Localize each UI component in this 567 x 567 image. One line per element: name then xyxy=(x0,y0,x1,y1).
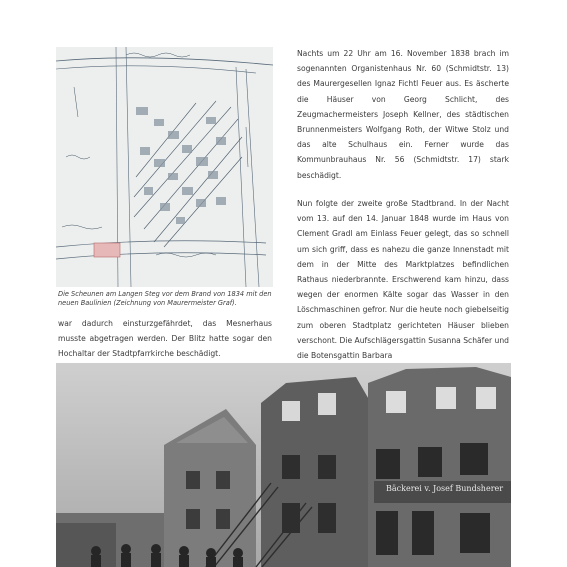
historic-map-drawing xyxy=(56,47,273,287)
paragraph-text: war dadurch einsturzgefährdet, das Mesnerhaus musste abgetragen werden. Der Blitz hatte sogar den Hochaltar der Stadtpfarrkirche beschädigt. xyxy=(58,319,272,359)
paragraph-text: Nun folgte der zweite große Stadtbrand. In der Nacht vom 13. auf den 14. Januar 1848 wurde im Haus von Clement Gradl am Einlass Feuer gelegt, das so schnell um sich griff, dass es nahezu die ganze Innenstadt mit dem in der Mitte des Marktplatzes befindlichen Rathaus niederbrannte. Erschwerend kam hinzu, dass wegen der enormen Kälte sogar das Wasser in den Löschmaschinen gefror. Nur die heute noch giebelseitig zum oberen Stadtplatz gerichteten Häuser blieben verschont. Die Aufschlägersgattin Susanna Schäfer und die Botensgattin Barbara xyxy=(297,199,509,361)
paragraph-text: Nachts um 22 Uhr am 16. November 1838 brach im sogenannten Organistenhaus Nr. 60 (Schmidtstr. 13) des Maurergesellen Ignaz Fichtl Feuer aus. Es äscherte die Häuser von Georg Schlicht, des Zeugmachermeisters Joseph Kellner, des städtischen Brunnenmeisters Wolfgang Roth, der Witwe Stolz und das alte Schulhaus ein. Ferner wurde das Kommunbrauhaus Nr. 56 (Schmidtstr. 17) stark beschädigt. xyxy=(297,49,509,180)
article-continuation xyxy=(58,316,272,362)
article-paragraph-2 xyxy=(297,196,509,362)
historic-street-photo xyxy=(56,363,511,567)
article-paragraph-1 xyxy=(297,46,509,183)
map-caption: Die Scheunen am Langen Steg vor dem Brand von 1834 mit den neuen Baulinien (Zeichnung von Maurermeister Graf). xyxy=(58,290,272,307)
shop-sign: Bäckerei v. Josef Bundsherer xyxy=(386,484,504,493)
